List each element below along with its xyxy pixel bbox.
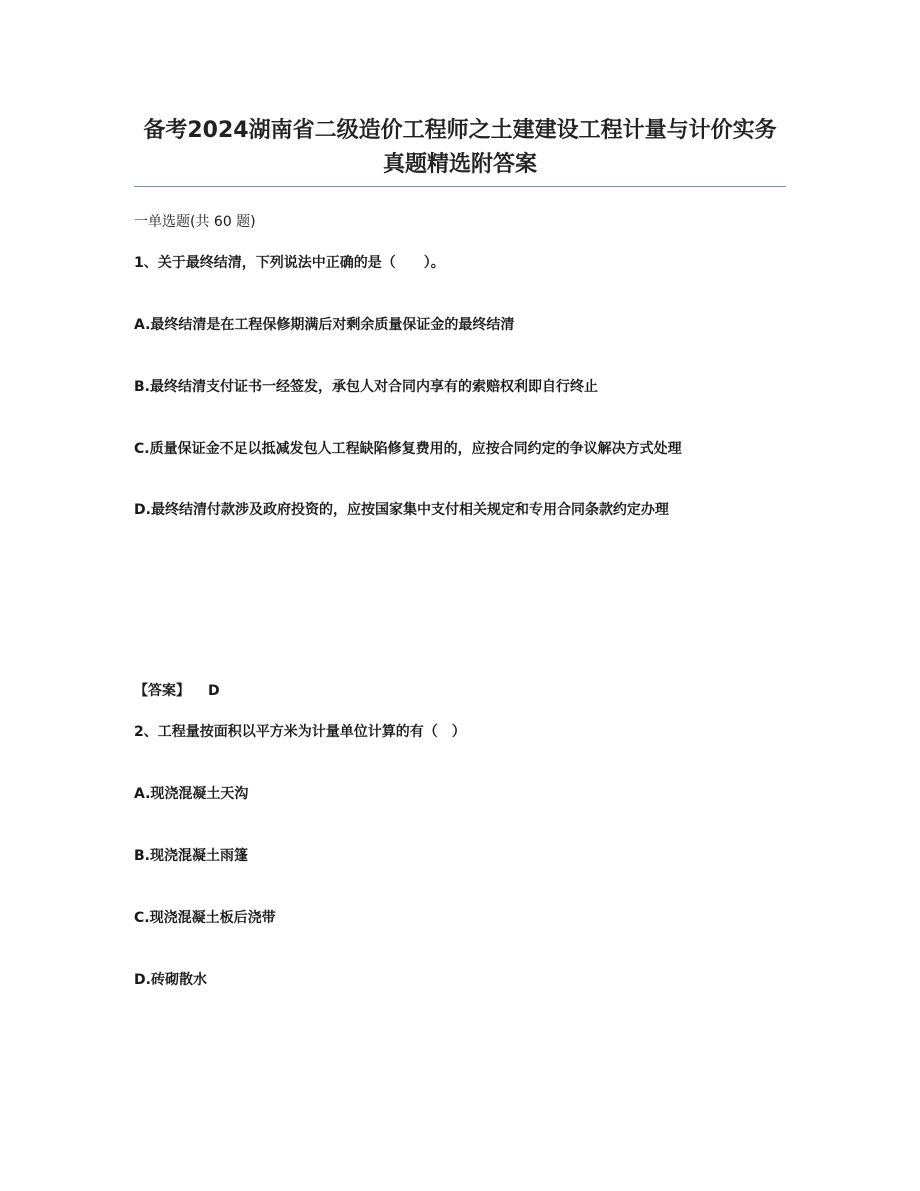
question-2-option-a: A.现浇混凝土天沟: [134, 786, 249, 802]
question-1-option-b: B.最终结清支付证书一经签发，承包人对合同内享有的索赔权利即自行终止: [134, 379, 598, 395]
question-1-option-a: A.最终结清是在工程保修期满后对剩余质量保证金的最终结清: [134, 317, 515, 333]
question-2-option-b: B.现浇混凝土雨篷: [134, 848, 248, 864]
question-2-option-d: D.砖砌散水: [134, 972, 207, 988]
question-2-option-c: C.现浇混凝土板后浇带: [134, 910, 276, 926]
question-1-option-d: D.最终结清付款涉及政府投资的，应按国家集中支付相关规定和专用合同条款约定办理: [134, 502, 669, 518]
question-1-answer: [134, 681, 220, 701]
page-title: 备考2024湖南省二级造价工程师之土建建设工程计量与计价实务真题精选附答案: [143, 118, 777, 177]
answer-label: 【答案】: [134, 683, 190, 699]
question-1-stem: 1、关于最终结清，下列说法中正确的是（ ）。: [134, 255, 445, 271]
section-heading: 一单选题(共 60 题): [134, 214, 256, 230]
answer-value: D: [208, 683, 220, 699]
question-1-option-c: C.质量保证金不足以抵减发包人工程缺陷修复费用的，应按合同约定的争议解决方式处理: [134, 441, 682, 457]
title-divider: [134, 186, 786, 187]
question-2-stem: 2、工程量按面积以平方米为计量单位计算的有（ ）: [134, 724, 466, 740]
